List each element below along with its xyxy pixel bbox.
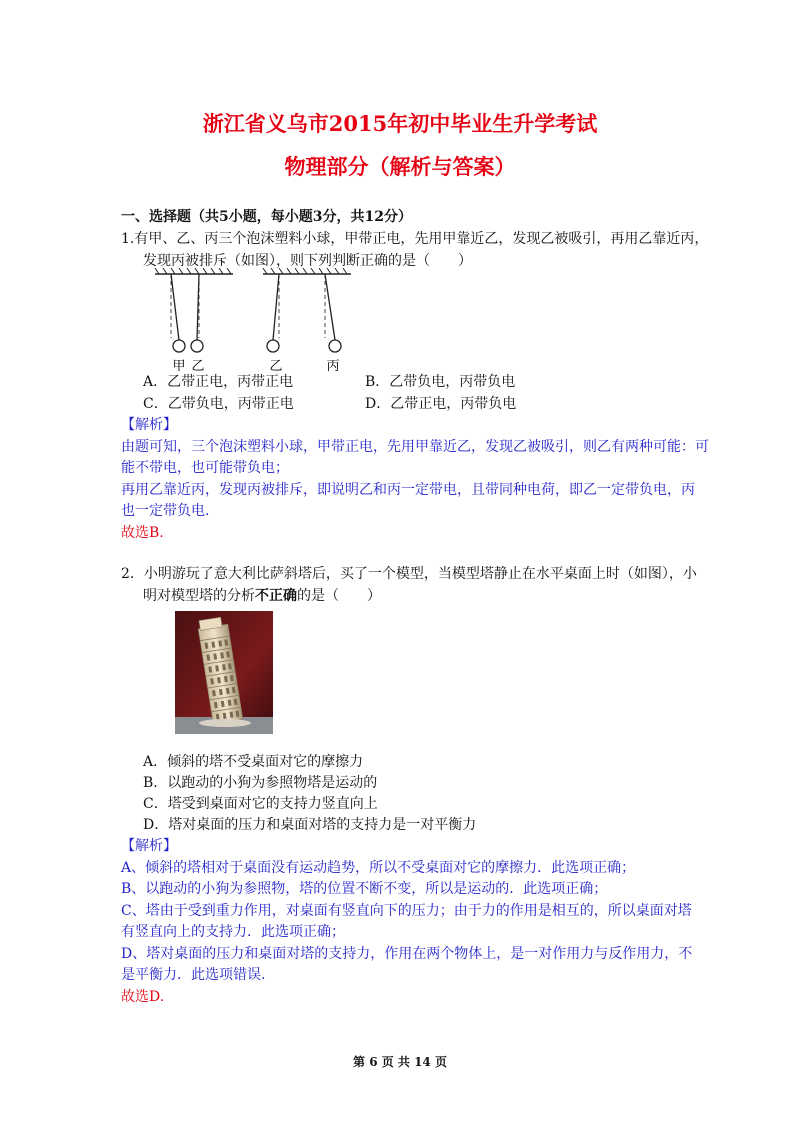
tower-model-photo (175, 611, 273, 734)
q1-option-c: C．乙带负电，丙带正电 (143, 396, 294, 412)
q1-option-d: D．乙带正电，丙带负电 (365, 396, 517, 412)
q2-analysis-line: B、以跑动的小狗为参照物，塔的位置不断不变，所以是运动的．此选项正确； (121, 881, 608, 897)
label-yi-right: 乙 (269, 359, 283, 374)
q1-analysis-line: 能不带电，也可能带负电； (121, 460, 289, 476)
q1-stem-line2: 发现丙被排斥（如图），则下列判断正确的是（ ） (143, 253, 472, 269)
page-number: 第 6 页 共 14 页 (353, 1055, 447, 1069)
q2-stem-post: 的是（ ） (297, 588, 381, 604)
q1-analysis-line: 由题可知，三个泡沫塑料小球，甲带正电，先用甲靠近乙，发现乙被吸引，则乙有两种可能：可 (121, 439, 709, 455)
q2-stem-line1: 2．小明游玩了意大利比萨斜塔后，买了一个模型，当模型塔静止在水平桌面上时（如图），小 (121, 566, 697, 582)
q1-answer: 故选B. (121, 525, 164, 541)
q2-option-d: D．塔对桌面的压力和桌面对塔的支持力是一对平衡力 (143, 817, 477, 833)
document-title: 浙江省义乌市2015年初中毕业生升学考试 (202, 111, 598, 136)
q2-option-b: B．以跑动的小狗为参照物塔是运动的 (143, 775, 378, 791)
q1-stem-line1: 1.有甲、乙、丙三个泡沫塑料小球，甲带正电，先用甲靠近乙，发现乙被吸引，再用乙靠近丙， (121, 231, 709, 247)
section-heading: 一、选择题（共5小题，每小题3分，共12分） (121, 209, 412, 225)
q2-stem-line2 (143, 585, 381, 605)
q2-analysis-line: C、塔由于受到重力作用，对桌面有竖直向下的压力；由于力的作用是相互的，所以桌面对塔 (121, 903, 692, 919)
q2-analysis-line: 有竖直向上的支持力．此选项正确； (121, 924, 345, 940)
label-yi-left: 乙 (191, 359, 205, 374)
document-subtitle: 物理部分（解析与答案） (284, 154, 516, 179)
q2-analysis-label: 【解析】 (121, 838, 177, 854)
label-bing: 丙 (326, 359, 340, 374)
q2-analysis-line: A、倾斜的塔相对于桌面没有运动趋势，所以不受桌面对它的摩擦力．此选项正确； (121, 860, 636, 876)
q2-stem-pre: 明对模型塔的分析 (143, 588, 255, 604)
q1-option-a: A．乙带正电，丙带正电 (143, 374, 294, 390)
q2-analysis-line: D、塔对桌面的压力和桌面对塔的支持力，作用在两个物体上，是一对作用力与反作用力，不 (121, 946, 693, 962)
q1-analysis-label: 【解析】 (121, 417, 177, 433)
q1-analysis-line: 也一定带负电. (121, 503, 210, 519)
q2-analysis-line: 是平衡力．此选项错误. (121, 967, 266, 983)
q1-option-b: B．乙带负电，丙带负电 (365, 374, 516, 390)
q2-option-c: C．塔受到桌面对它的支持力竖直向上 (143, 796, 378, 812)
q1-analysis-line: 再用乙靠近丙，发现丙被排斥，即说明乙和丙一定带电，且带同种电荷，即乙一定带负电，丙 (121, 482, 695, 498)
q2-answer: 故选D. (121, 989, 165, 1005)
label-jia: 甲 (172, 359, 186, 374)
q2-option-a: A．倾斜的塔不受桌面对它的摩擦力 (143, 754, 364, 770)
q1-pendulum-figure (145, 268, 385, 376)
q2-stem-emphasis: 不正确 (255, 588, 297, 604)
